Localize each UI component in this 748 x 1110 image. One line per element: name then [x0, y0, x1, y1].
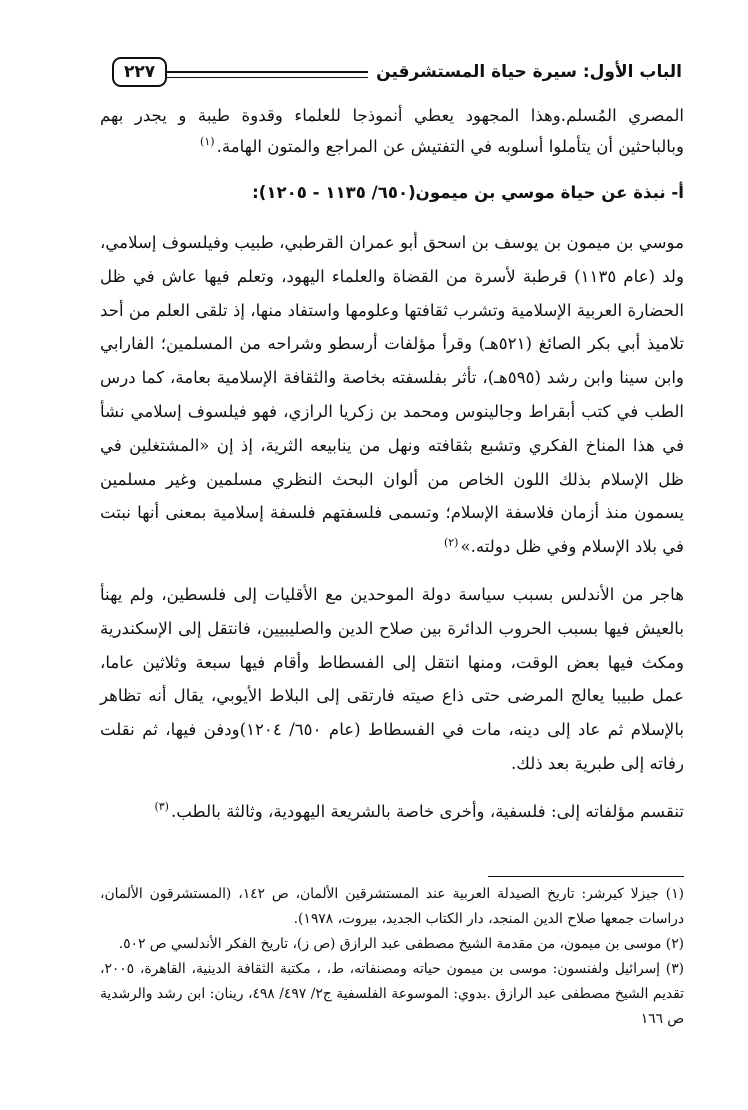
main-text [100, 100, 684, 828]
intro-text: المصري المُسلم.وهذا المجهود يعطي أنموذجا للعلماء وقدوة طيبة و يجدر بهم وبالباحثين أن يتأملوا أسلوبه في التفتيش عن المراجع والمتون الهامة. [100, 106, 684, 156]
works-paragraph [100, 795, 684, 828]
footnote-2: (٢) موسى بن ميمون، من مقدمة الشيخ مصطفى عبد الرازق (ص ز)، تاريخ الفكر الأندلسي ص ٥٠٢. [118, 936, 684, 952]
footnote-3: (٣) إسرائيل ولفنسون: موسى بن ميمون حياته ومصنفاته، ط، ، مكتبة الثقافة الدينية، القاهرة، ٢٠٠٥، تقديم الشيخ مصطفى عبد الرازق .بدوي: الموسوعة الفلسفية ج٢/ ٤٩٧/ ٤٩٨، رينان: ابن رشد والرشدية ص ١٦٦ [100, 961, 684, 1027]
intro-paragraph [100, 100, 684, 162]
footnote-ref-2: (٢) [443, 535, 459, 549]
footnote-1: (١) جيزلا كيرشر: تاريخ الصيدلة العربية عند المستشرقين الألمان، ص ١٤٢، (المستشرقون الألمان، دراسات جمعها صلاح الدين المنجد، دار الكتاب الجديد، بيروت، ١٩٧٨). [100, 886, 684, 927]
biography-paragraph [100, 226, 684, 564]
chapter-title: الباب الأول: سيرة حياة المستشرقين [376, 62, 682, 82]
header-rule-area [167, 57, 368, 87]
footnote-ref-1: (١) [200, 135, 215, 149]
works-text: تنقسم مؤلفاته إلى: فلسفية، وأخرى خاصة بالشريعة اليهودية، وثالثة بالطب. [170, 801, 684, 821]
page-number: ٢٢٧ [112, 57, 167, 87]
footnote-ref-3: (٣) [154, 800, 169, 814]
footnotes [100, 882, 684, 1032]
section-heading: أ- نبذة عن حياة موسي بن ميمون(٦٥٠/ ١١٣٥ - ١٢٠٥): [252, 183, 684, 202]
running-header [112, 54, 682, 90]
footnote-separator [488, 876, 684, 877]
biography-text: موسي بن ميمون بن يوسف بن اسحق أبو عمران القرطبي، طبيب وفيلسوف إسلامي، ولد (عام ١١٣٥) قرطبة لأسرة من القضاة والعلماء اليهود، وتعلم فيها عاش في ظل الحضارة العربية الإسلامية وتشرب ثقافتها وعلومها واستفاد منها، إذ تلقى العلم من أحد تلاميذ أبي بكر الصائغ (٥٢١هـ) وقرأ مؤلفات أرسطو وشراحه من المسلمين؛ الفارابي وابن سينا وابن رشد (٥٩٥هـ)، تأثر بفلسفته بخاصة والثقافة الإسلامية بعامة، كما درس الطب في كتب أبقراط وجالينوس ومحمد بن زكريا الرازي، فهو فيلسوف إسلامي نشأ في هذا المناخ الفكري وتشبع بثقافته ونهل من ينابيعه الثرية، إذ إن «المشتغلين في ظل الإسلام بذلك اللون الخاص من ألوان البحث النظري مسلمين وغير مسلمين يسمون منذ أزمان فلاسفة الإسلام؛ وتسمى فلسفتهم فلسفة إسلامية بمعنى أنها نبتت في بلاد الإسلام وفي ظل دولته.» [100, 233, 684, 557]
migration-paragraph: هاجر من الأندلس بسبب سياسة دولة الموحدين مع الأقليات إلى فلسطين، ولم يهنأ بالعيش فيها بسبب الحروب الدائرة بين صلاح الدين والصليبيين، فانتقل إلى الإسكندرية ومكث فيها بعض الوقت، ومنها انتقل إلى الفسطاط وأقام فيها سبعة وثلاثين عاما، عمل طبيبا يعالج المرضى حتى ذاع صيته فارتقى إلى البلاط الأيوبي، يقال أنه تظاهر بالإسلام ثم عاد إلى دينه، مات في الفسطاط (عام ٦٥٠/ ١٢٠٤)ودفن فيها، ثم نقلت رفاته إلى طبرية بعد ذلك. [100, 584, 685, 773]
header-rule [167, 71, 368, 78]
